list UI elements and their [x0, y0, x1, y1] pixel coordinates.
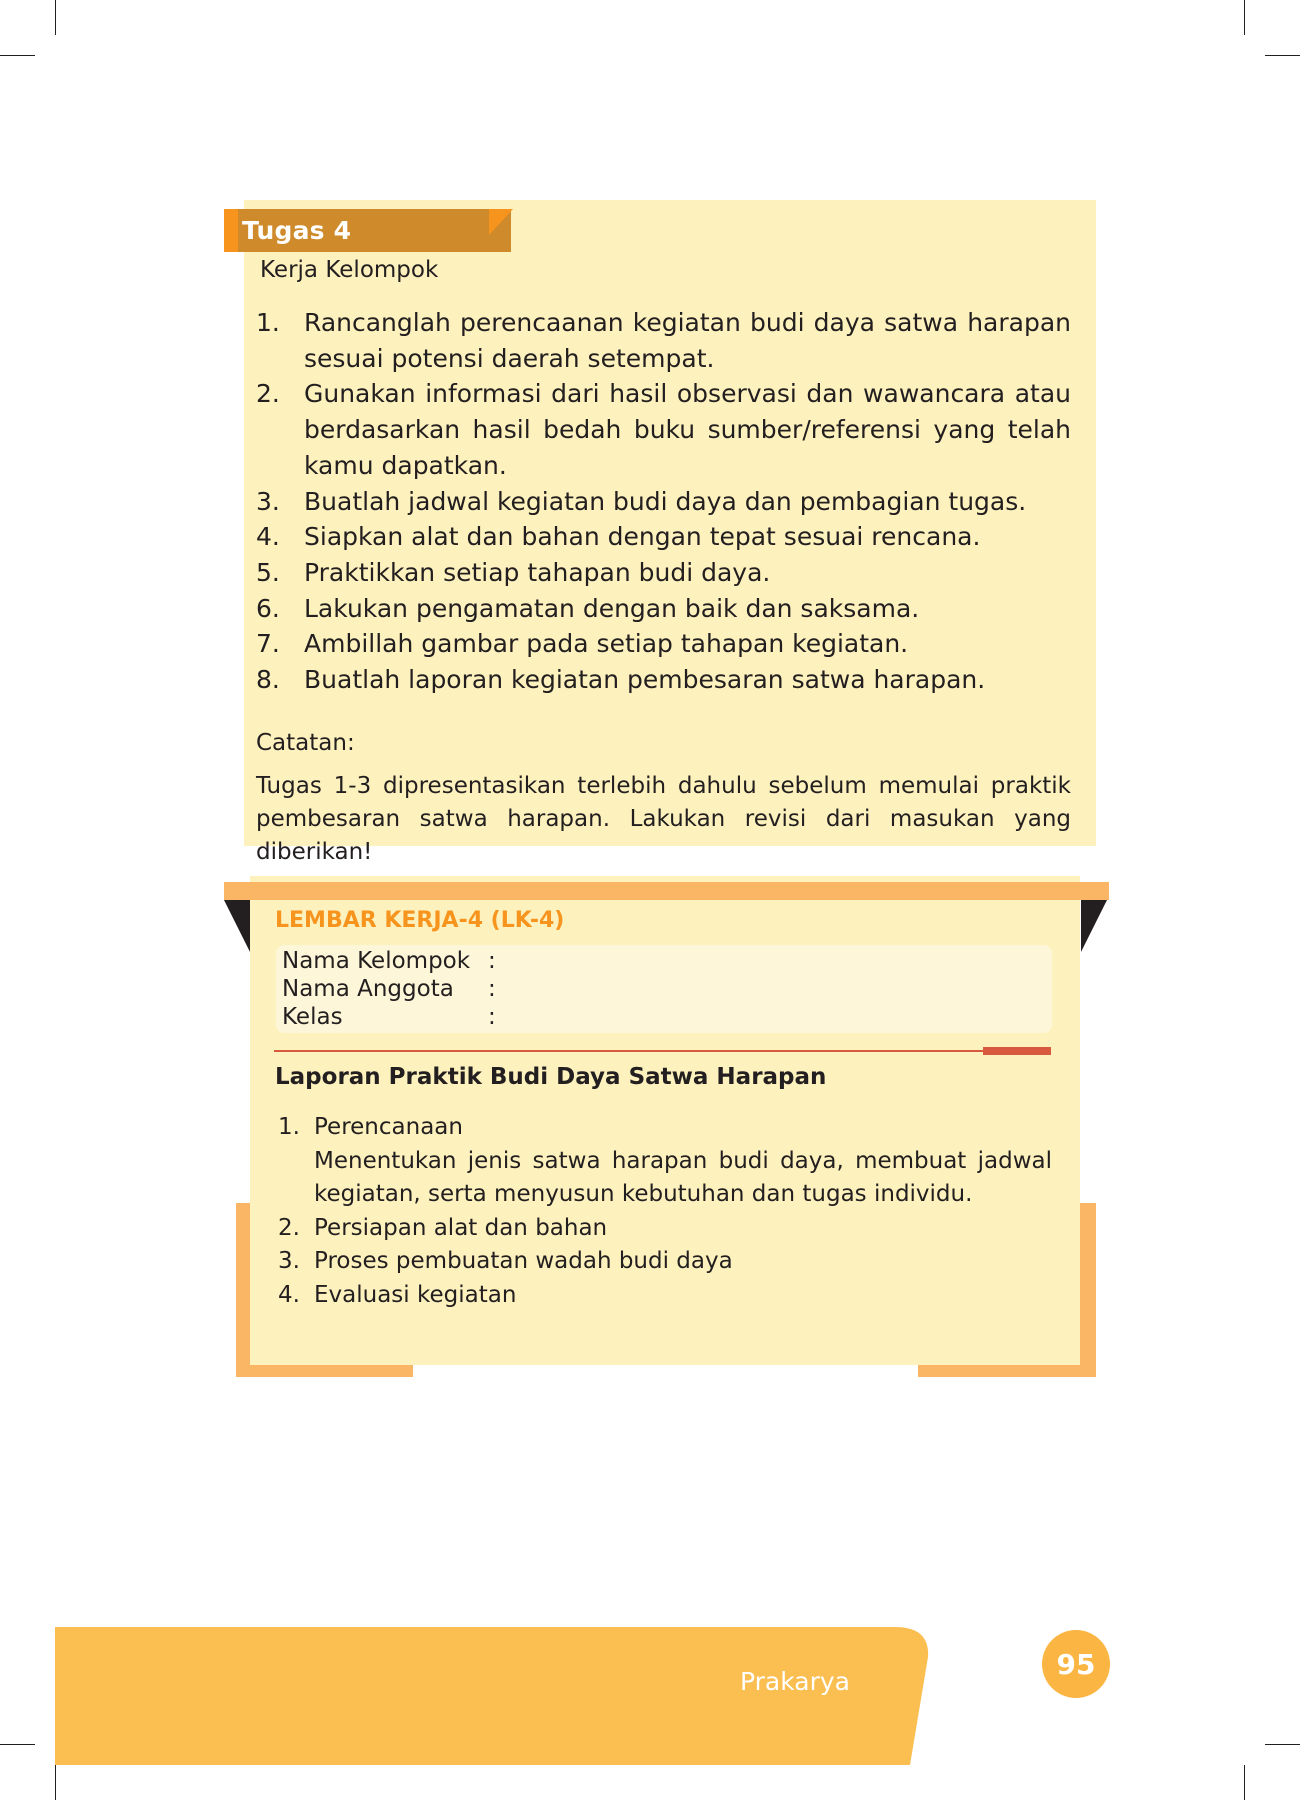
list-item: [256, 376, 1071, 483]
item-number: 2.: [278, 1214, 300, 1241]
item-text: Evaluasi kegiatan: [314, 1281, 517, 1308]
list-item: [256, 305, 1071, 376]
item-text: Buatlah laporan kegiatan pembesaran satwa harapan.: [304, 665, 986, 695]
crop-mark: [1265, 1744, 1300, 1745]
item-number: 2.: [256, 379, 280, 409]
page-number: 95: [1042, 1630, 1110, 1698]
list-item: [256, 519, 1071, 555]
item-text: Persiapan alat dan bahan: [314, 1214, 608, 1241]
list-item: [256, 484, 1071, 520]
item-text: Gunakan informasi dari hasil observasi dan wawancara atau berdasarkan hasil bedah buku sumber/referensi yang telah kamu dapatkan.: [304, 379, 1071, 480]
form-separator: :: [488, 976, 496, 1002]
item-number: 6.: [256, 593, 280, 623]
tugas-subtitle: Kerja Kelompok: [260, 257, 439, 283]
lk-heading: Laporan Praktik Budi Daya Satwa Harapan: [275, 1064, 827, 1090]
lk-frame: [1080, 1203, 1096, 1377]
form-label: Nama Anggota: [282, 976, 454, 1002]
catatan-label: Catatan:: [256, 730, 355, 756]
item-number: 7.: [256, 629, 280, 659]
item-text: Proses pembuatan wadah budi daya: [314, 1248, 733, 1274]
tugas-tab-accent: [224, 209, 238, 252]
lk-divider-tab: [983, 1047, 1051, 1055]
lk-corner-triangle: [224, 900, 250, 952]
list-item: [256, 662, 1071, 698]
crop-mark: [0, 55, 35, 56]
list-item: [278, 1245, 1052, 1279]
lk-top-band: [224, 882, 1109, 900]
item-text: Rancanglah perencaanan kegiatan budi daya satwa harapan sesuai potensi daerah setempat.: [304, 308, 1071, 373]
lk-frame: [236, 1365, 413, 1377]
catatan-text: Tugas 1-3 dipresentasikan terlebih dahulu sebelum memulai praktik pembesaran satwa harapan. Lakukan revisi dari masukan yang diberikan!: [256, 773, 1071, 865]
item-number: 3.: [256, 486, 280, 516]
item-text: Ambillah gambar pada setiap tahapan kegiatan.: [304, 629, 909, 659]
lk-title: LEMBAR KERJA-4 (LK-4): [275, 908, 565, 933]
crop-mark: [55, 1765, 56, 1800]
lk-frame: [236, 1203, 250, 1377]
form-separator: :: [488, 948, 496, 974]
crop-mark: [1265, 55, 1300, 56]
item-description: Menentukan jenis satwa harapan budi daya, membuat jadwal kegiatan, serta menyusun kebutuhan dan tugas individu.: [314, 1147, 1052, 1207]
list-item: [278, 1111, 1052, 1212]
list-item: [256, 626, 1071, 662]
footer-label: Prakarya: [740, 1667, 850, 1696]
crop-mark: [0, 1744, 35, 1745]
crop-mark: [1244, 0, 1245, 35]
lk-corner-triangle: [1081, 900, 1107, 952]
form-row: [282, 976, 496, 1002]
tugas-title: Tugas 4: [242, 216, 352, 245]
form-label: Nama Kelompok: [282, 948, 471, 974]
list-item: [278, 1279, 1052, 1313]
item-text: Perencanaan: [314, 1114, 463, 1140]
lk-divider: [274, 1050, 1051, 1052]
item-text: Buatlah jadwal kegiatan budi daya dan pembagian tugas.: [304, 486, 1027, 516]
item-text: Lakukan pengamatan dengan baik dan saksama.: [304, 593, 920, 623]
list-item: [256, 555, 1071, 591]
crop-mark: [55, 0, 56, 35]
footer-bar: [55, 1627, 930, 1765]
item-text: Siapkan alat dan bahan dengan tepat sesuai rencana.: [304, 522, 981, 552]
footer-shape: [55, 1627, 928, 1765]
form-row: [282, 1004, 496, 1030]
list-item: [256, 591, 1071, 627]
item-number: 3.: [278, 1248, 300, 1274]
item-number: 1.: [278, 1114, 300, 1140]
item-number: 4.: [278, 1281, 300, 1308]
lk-frame: [918, 1365, 1096, 1377]
list-item: [278, 1212, 1052, 1246]
task-list: [256, 305, 1071, 698]
crop-mark: [1244, 1765, 1245, 1800]
item-text: Praktikkan setiap tahapan budi daya.: [304, 557, 771, 587]
form-separator: :: [488, 1004, 496, 1030]
item-number: 8.: [256, 665, 280, 695]
lk-list: [278, 1111, 1052, 1312]
form-label: Kelas: [282, 1004, 343, 1030]
item-number: 5.: [256, 557, 280, 587]
item-number: 4.: [256, 522, 280, 552]
item-number: 1.: [256, 308, 280, 337]
form-row: [282, 948, 496, 974]
tugas-tab-fold: [489, 209, 513, 235]
